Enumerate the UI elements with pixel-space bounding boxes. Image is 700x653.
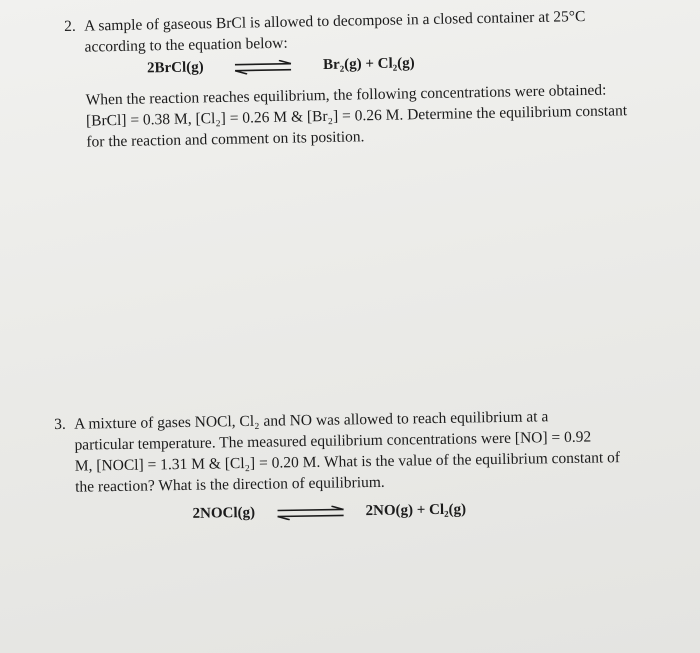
question-3-line-4: the reaction? What is the direction of equilibrium. [75,473,385,496]
question-3-products: 2NO(g) + Cl₂(g) [365,501,467,520]
question-2-line-1: A sample of gaseous BrCl is allowed to decompose in a closed container at 25°C [84,7,586,35]
question-2-products: Br₂(g) + Cl₂(g) [322,55,415,74]
question-3-line-2: particular temperature. The measured equilibrium concentrations were [NO] = 0.92 [74,428,592,454]
question-2-line-2: according to the equation below: [84,34,288,56]
question-3-number: 3. [54,415,66,433]
question-3-line-1: A mixture of gases NOCl, Cl₂ and NO was allowed to reach equilibrium at a [74,408,549,433]
question-3 [54,404,686,530]
question-2-body-line-1: When the reaction reaches equilibrium, the following concentrations were obtained: [85,81,607,109]
question-2-body-line-2: [BrCl] = 0.38 M, [Cl₂] = 0.26 M & [Br₂] = 0.26 M. Determine the equilibrium constant [85,102,628,130]
question-3-reactant: 2NOCl(g) [192,504,256,522]
equilibrium-arrow-icon [275,505,347,520]
question-3-equation [75,494,685,530]
question-2-body-line-3: for the reaction and comment on its position. [86,128,365,151]
question-2 [64,4,667,152]
equilibrium-arrow-icon [233,60,295,75]
question-2-number: 2. [64,17,76,35]
question-3-line-3: M, [NOCl] = 1.31 M & [Cl₂] = 0.20 M. What is the value of the equilibrium constant of [74,449,621,475]
question-2-reactant: 2BrCl(g) [146,59,204,77]
